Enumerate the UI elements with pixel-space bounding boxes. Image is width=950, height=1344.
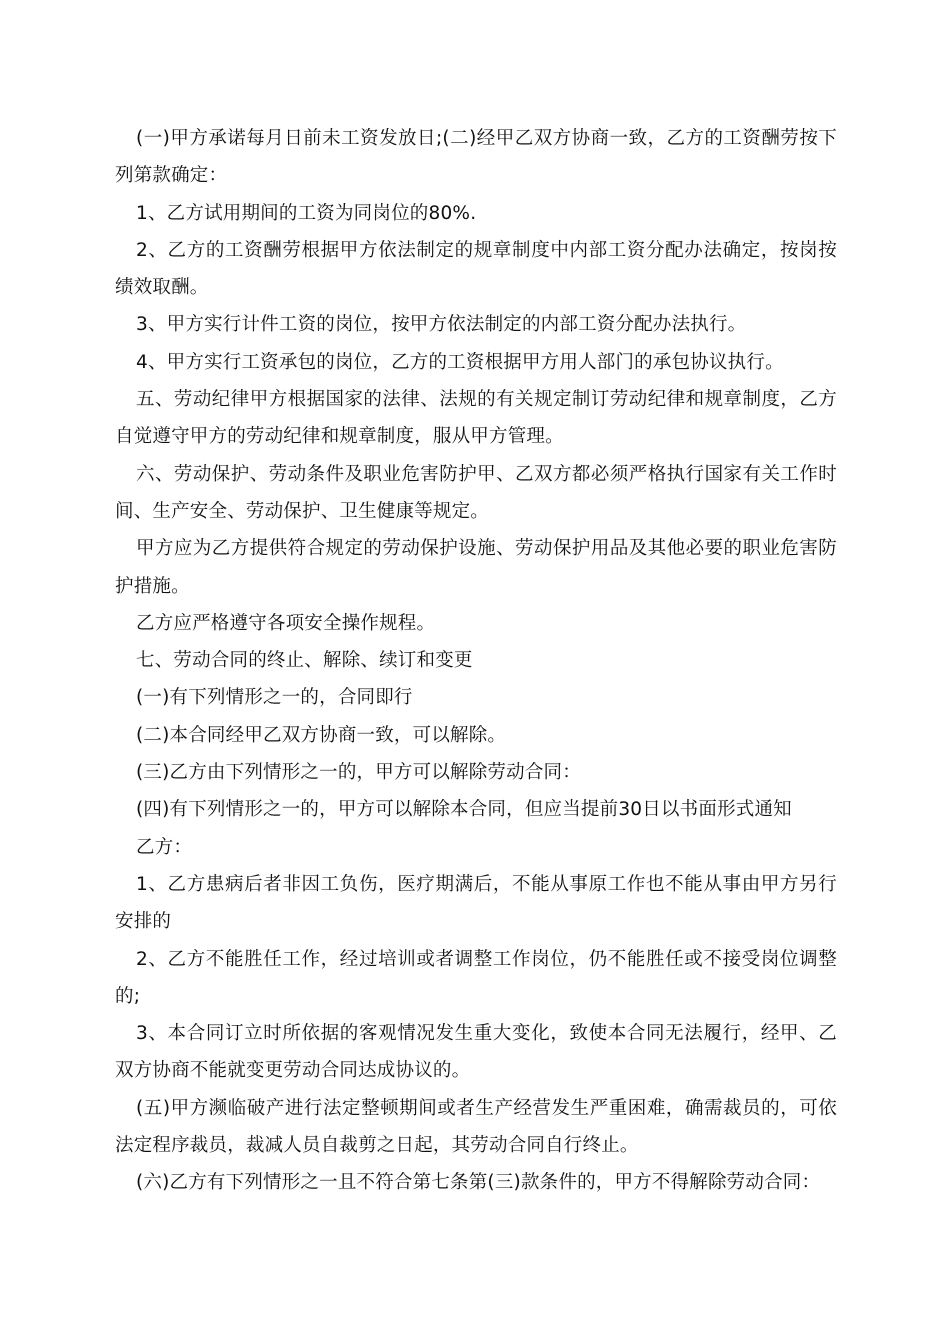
paragraph-section-7: 七、劳动合同的终止、解除、续订和变更 (136, 650, 473, 672)
paragraph-clause-2: (二)本合同经甲乙双方协商一致，可以解除。 (136, 724, 507, 746)
paragraph-protection-duty: 甲方应为乙方提供符合规定的劳动保护设施、劳动保护用品及其他必要的职业危害防护措施。 (115, 538, 837, 597)
paragraph-clause-3: (三)乙方由下列情形之一的，甲方可以解除劳动合同： (136, 762, 581, 784)
paragraph-section-5: 五、劳动纪律甲方根据国家的法律、法规的有关规定制订劳动纪律和规章制度，乙方自觉遵守甲方的劳动纪律和规章制度，服从甲方管理。 (115, 389, 837, 448)
paragraph-clause-4-recipient: 乙方： (136, 836, 193, 858)
paragraph-clause-4-item-2: 2、乙方不能胜任工作，经过培训或者调整工作岗位，仍不能胜任或不接受岗位调整的; (115, 948, 837, 1007)
paragraph-section-6: 六、劳动保护、劳动条件及职业危害防护甲、乙双方都必须严格执行国家有关工作时间、生产安全、劳动保护、卫生健康等规定。 (115, 463, 837, 522)
paragraph-clause-6: (六)乙方有下列情形之一且不符合第七条第(三)款条件的，甲方不得解除劳动合同： (136, 1172, 821, 1194)
paragraph-item-2: 2、乙方的工资酬劳根据甲方依法制定的规章制度中内部工资分配办法确定，按岗按绩效取酬。 (115, 239, 837, 299)
paragraph-safety-rules: 乙方应严格遵守各项安全操作规程。 (136, 612, 436, 634)
paragraph-item-1: 1、乙方试用期间的工资为同岗位的80%. (136, 202, 477, 224)
paragraph-clause-4: (四)有下列情形之一的，甲方可以解除本合同，但应当提前30日以书面形式通知 (136, 799, 792, 821)
paragraph-clause-1: (一)有下列情形之一的，合同即行 (136, 687, 413, 709)
paragraph-clause-4-item-3: 3、本合同订立时所依据的客观情况发生重大变化，致使本合同无法履行，经甲、乙双方协商不能就变更劳动合同达成协议的。 (115, 1023, 837, 1082)
paragraph-item-3: 3、甲方实行计件工资的岗位，按甲方依法制定的内部工资分配办法执行。 (136, 314, 747, 336)
paragraph-salary-terms: (一)甲方承诺每月日前未工资发放日;(二)经甲乙双方协商一致，乙方的工资酬劳按下列第款确定： (115, 128, 837, 187)
paragraph-clause-5: (五)甲方濒临破产进行法定整顿期间或者生产经营发生严重困难，确需裁员的，可依法定程序裁员，裁减人员自裁剪之日起，其劳动合同自行终止。 (115, 1097, 837, 1157)
document-body (115, 120, 837, 1202)
paragraph-clause-4-item-1: 1、乙方患病后者非因工负伤，医疗期满后，不能从事原工作也不能从事由甲方另行安排的 (115, 873, 837, 933)
paragraph-item-4: 4、甲方实行工资承包的岗位，乙方的工资根据甲方用人部门的承包协议执行。 (136, 351, 784, 373)
